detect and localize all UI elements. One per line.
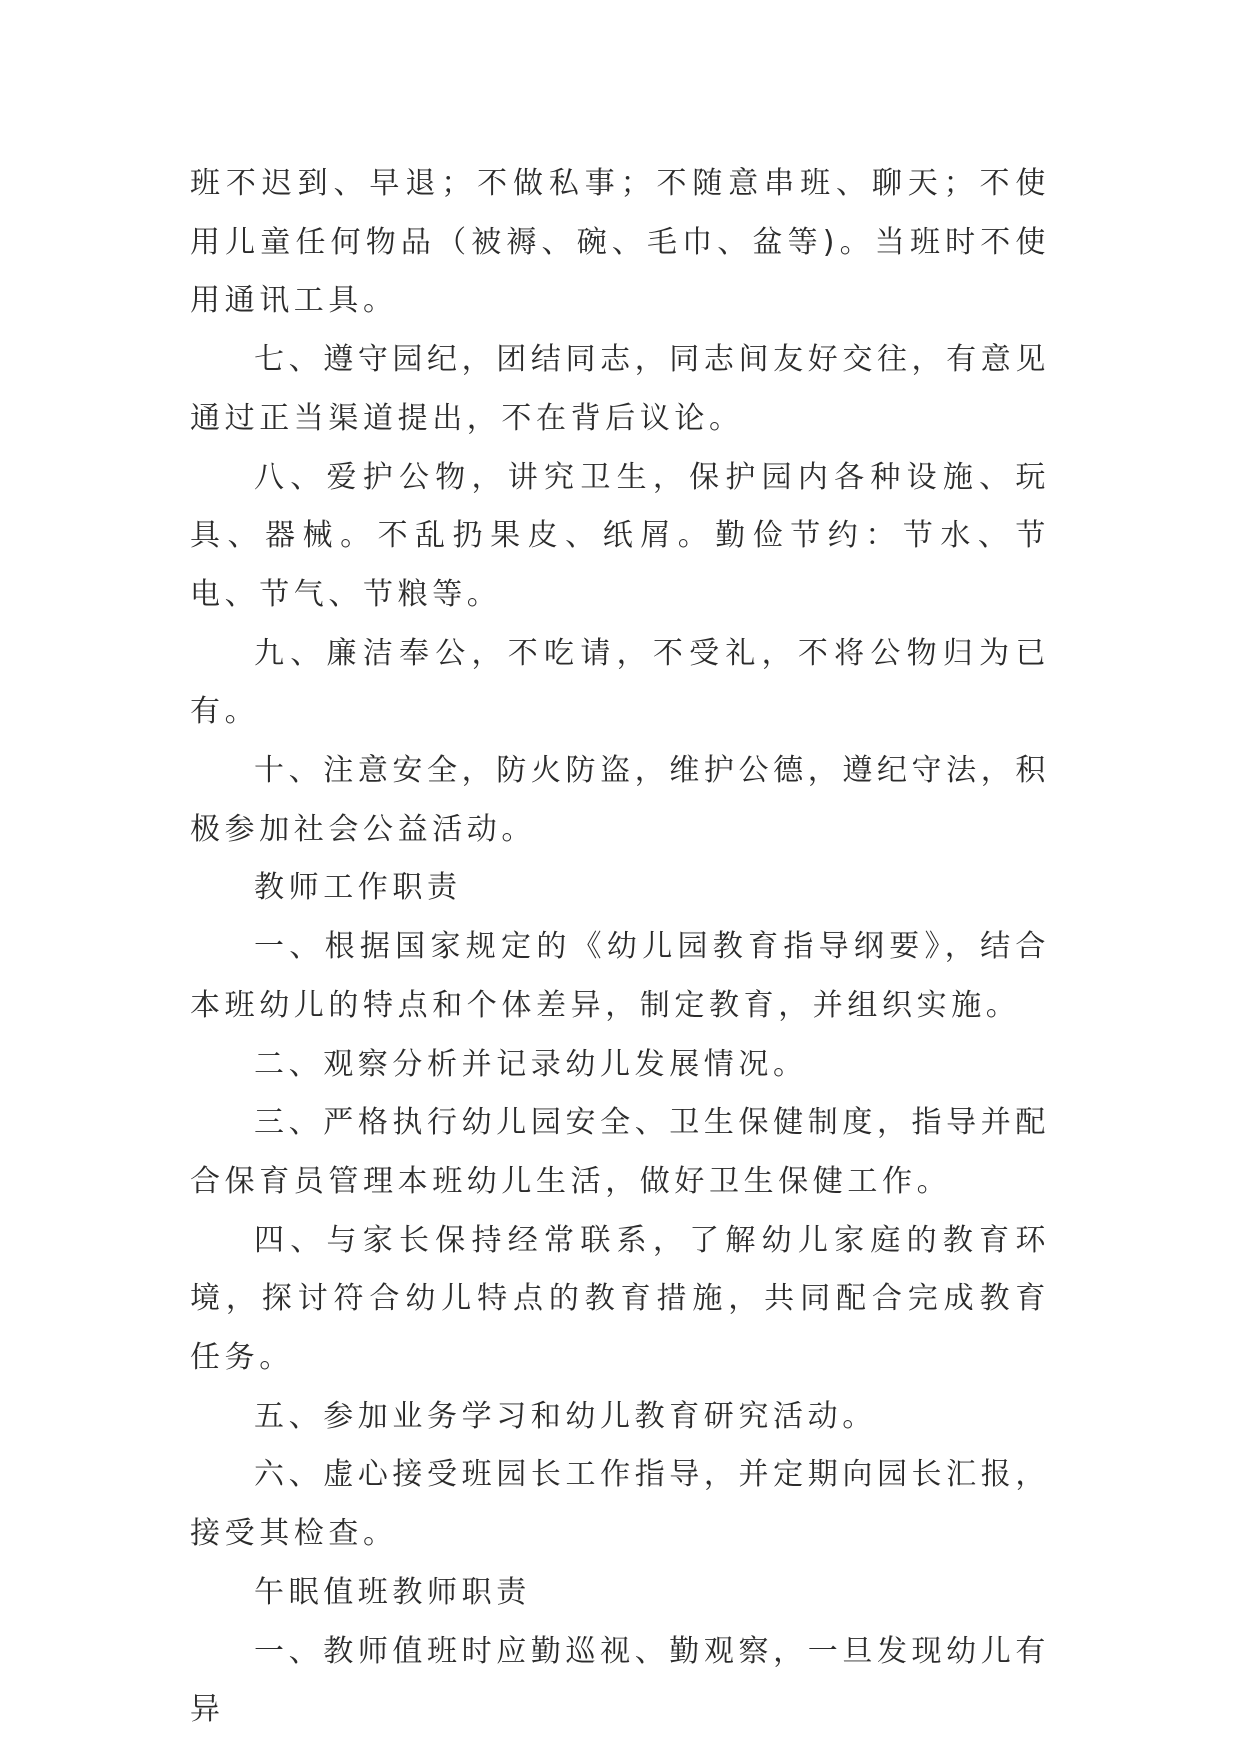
paragraph-11: 五、参加业务学习和幼儿教育研究活动。 bbox=[254, 1398, 877, 1434]
section-heading-teacher-duties: 教师工作职责 bbox=[254, 870, 462, 906]
paragraph-9: 三、严格执行幼儿园安全、卫生保健制度，指导并配合保育员管理本班幼儿生活，做好卫生保健工作。 bbox=[190, 1105, 1050, 1199]
paragraph-14: 一、教师值班时应勤巡视、勤观察，一旦发现幼儿有异 bbox=[190, 1633, 1050, 1728]
paragraph-1: 班不迟到、早退；不做私事；不随意串班、聊天；不使用儿童任何物品（被褥、碗、毛巾、盆等)。当班时不使用通讯工具。 bbox=[190, 166, 1050, 319]
paragraph-3: 八、爱护公物，讲究卫生，保护园内各种设施、玩具、器械。不乱扔果皮、纸屑。勤俭节约：节水、节电、节气、节粮等。 bbox=[190, 459, 1050, 612]
paragraph-12: 六、虚心接受班园长工作指导，并定期向园长汇报，接受其检查。 bbox=[190, 1457, 1050, 1552]
paragraph-2: 七、遵守园纪，团结同志，同志间友好交往，有意见通过正当渠道提出，不在背后议论。 bbox=[190, 342, 1050, 436]
document-body bbox=[190, 155, 1050, 1740]
paragraph-7: 一、根据国家规定的《幼儿园教育指导纲要》，结合本班幼儿的特点和个体差异，制定教育，并组织实施。 bbox=[190, 929, 1050, 1023]
section-heading-nap-duty: 午眠值班教师职责 bbox=[254, 1574, 531, 1610]
paragraph-4: 九、廉洁奉公，不吃请，不受礼，不将公物归为已有。 bbox=[190, 635, 1050, 730]
paragraph-8: 二、观察分析并记录幼儿发展情况。 bbox=[254, 1046, 808, 1082]
paragraph-10: 四、与家长保持经常联系，了解幼儿家庭的教育环境，探讨符合幼儿特点的教育措施，共同配合完成教育任务。 bbox=[190, 1222, 1050, 1376]
paragraph-5: 十、注意安全，防火防盗，维护公德，遵纪守法，积极参加社会公益活动。 bbox=[190, 753, 1050, 847]
